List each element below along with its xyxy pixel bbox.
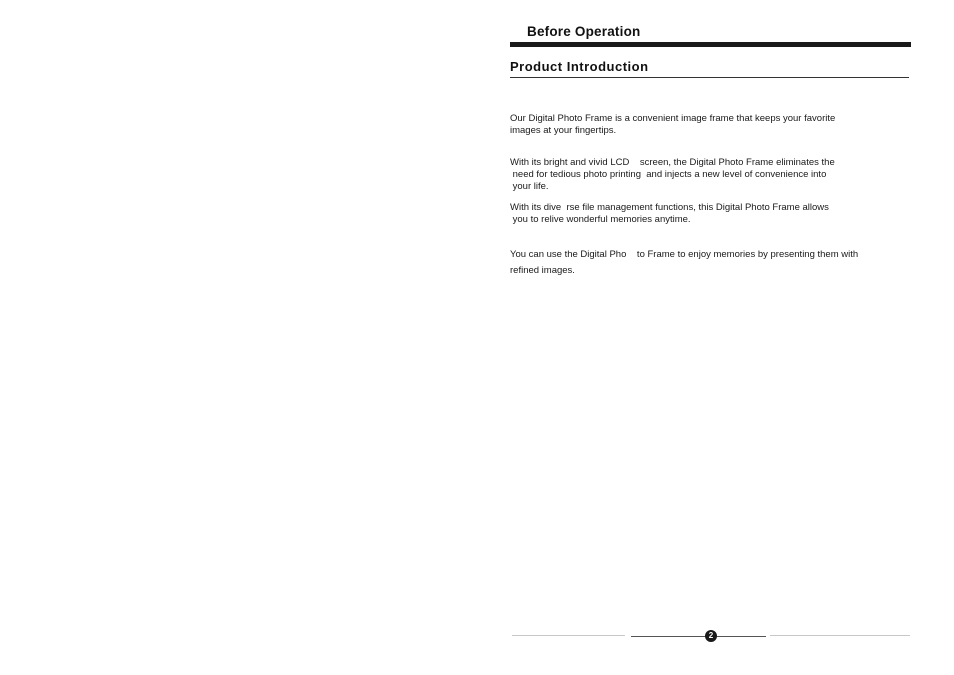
paragraph-line: images at your fingertips. (510, 125, 617, 136)
subsection-rule (510, 77, 909, 78)
paragraph-usage (510, 247, 900, 278)
paragraph-intro (510, 113, 900, 137)
footer-rule-center (631, 636, 766, 637)
footer-rule-left (512, 635, 625, 636)
paragraph-line: With its bright and vivid LCD screen, the Digital Photo Frame eliminates the (510, 157, 835, 168)
page-number-badge: 2 (705, 630, 717, 642)
paragraph-line: You can use the Digital Pho to Frame to enjoy memories by presenting them with (510, 249, 859, 260)
paragraph-file-management (510, 202, 900, 226)
paragraph-line: With its dive rse file management functions, this Digital Photo Frame allows (510, 202, 829, 213)
paragraph-line: refined images. (510, 264, 575, 276)
paragraph-line: Our Digital Photo Frame is a convenient image frame that keeps your favorite (510, 113, 836, 124)
subsection-title: Product Introduction (510, 59, 649, 74)
paragraph-line: you to relive wonderful memories anytime. (510, 214, 691, 225)
paragraph-line: your life. (510, 181, 549, 192)
paragraph-lcd (510, 157, 900, 193)
footer-rule-right (770, 635, 910, 636)
paragraph-line: need for tedious photo printing and injects a new level of convenience into (510, 169, 827, 180)
section-title: Before Operation (527, 24, 641, 39)
header-rule (510, 42, 911, 47)
